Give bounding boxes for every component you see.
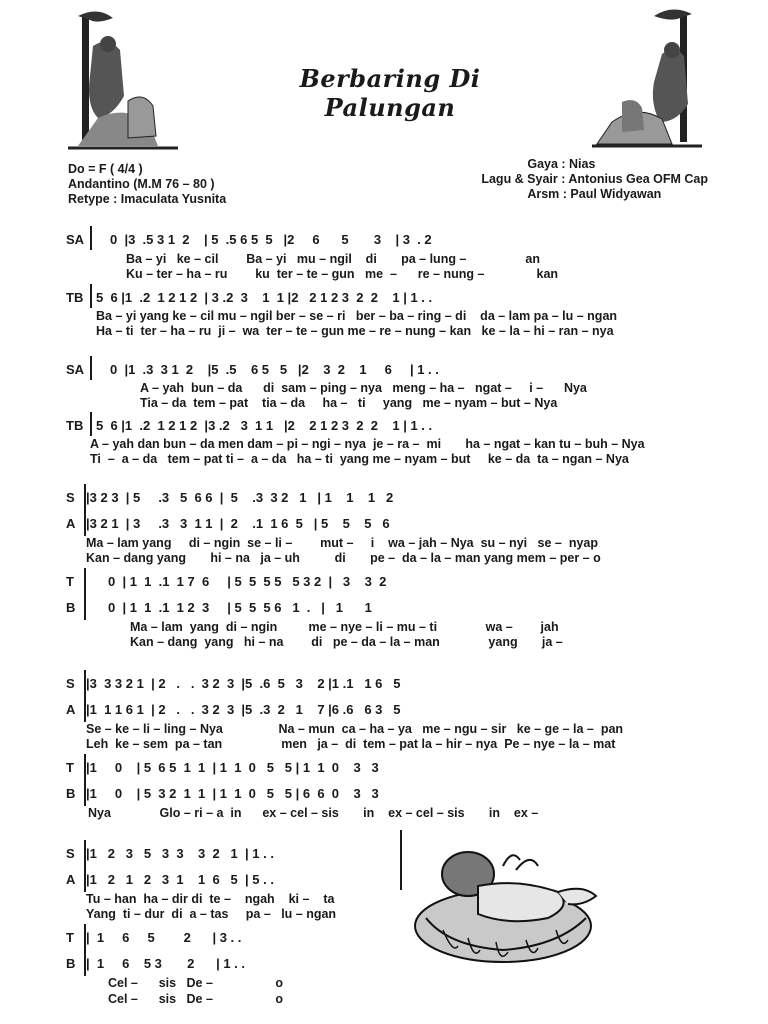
- song-title: Berbaring Di Palungan: [299, 64, 481, 122]
- lyrics-line: Ba – yi yang ke – cil mu – ngil ber – se – ri ber – ba – ring – di da – lam pa – lu – ngan: [96, 309, 618, 323]
- part-label: A: [66, 872, 76, 887]
- lyrics-line: Ti – a – da tem – pat ti – a – da ha – ti yang me – nyam – but ke – da ta – ngan – Nya: [90, 452, 629, 466]
- notes-line: |3 3 3 2 1 | 2 . . 3 2 3 |5 .6 5 3 2 |1 .1 1 6 5: [86, 676, 401, 691]
- part-label: SA: [66, 232, 85, 247]
- lyrics-line: Nya Glo – ri – a in ex – cel – sis in ex – cel – sis in ex –: [88, 806, 539, 820]
- part-label: T: [66, 574, 74, 589]
- notes-line: |1 2 3 5 3 3 3 2 1 | 1 . .: [86, 846, 274, 861]
- composer-credit: Lagu & Syair : Antonius Gea OFM Cap: [481, 172, 708, 186]
- barline: [90, 284, 92, 308]
- notes-line: 0 |3 .5 3 1 2 | 5 .5 6 5 5 |2 6 5 3 | 3 . 2: [110, 232, 432, 247]
- barline: [90, 356, 92, 380]
- lyrics-line: Ha – ti ter – ha – ru ji – wa ter – te – gun me – re – nung – kan ke – la – hi – ran – nya: [96, 324, 614, 338]
- nativity-illustration-right-icon: [592, 4, 702, 156]
- lyrics-line: Leh ke – sem pa – tan men ja – di tem – pat la – hir – nya Pe – nye – la – mat: [86, 737, 616, 751]
- lyrics-line: Se – ke – li – ling – Nya Na – mun ca – ha – ya me – ngu – sir ke – ge – la – pan: [86, 722, 624, 736]
- notes-line: | 1 6 5 3 2 | 1 . .: [86, 956, 246, 971]
- part-label: T: [66, 760, 74, 775]
- notes-line: |1 2 1 2 3 1 1 6 5 | 5 . .: [86, 872, 274, 887]
- notes-line: 0 | 1 1 .1 1 7 6 | 5 5 5 5 5 3 2 | 3 3 2: [108, 574, 387, 589]
- part-label: S: [66, 676, 75, 691]
- notes-line: |1 0 | 5 3 2 1 1 | 1 1 0 5 5 | 6 6 0 3 3: [86, 786, 379, 801]
- tempo: Andantino (M.M 76 – 80 ): [68, 177, 215, 191]
- part-label: A: [66, 702, 76, 717]
- part-label: SA: [66, 362, 85, 377]
- lyrics-line: Ma – lam yang di – ngin me – nye – li – mu – ti wa – jah: [130, 620, 559, 634]
- lyrics-line: Kan – dang yang hi – na di pe – da – la – man yang ja –: [130, 635, 563, 649]
- arranger-credit: Arsm : Paul Widyawan: [527, 187, 662, 201]
- part-label: A: [66, 516, 76, 531]
- barline: [84, 840, 86, 892]
- lyrics-line: Cel – sis De – o: [108, 992, 284, 1006]
- lyrics-line: A – yah dan bun – da men dam – pi – ngi – nya je – ra – mi ha – ngat – kan tu – buh – Nya: [90, 437, 645, 451]
- lyrics-line: Tu – han ha – dir di te – ngah ki – ta: [86, 892, 335, 906]
- barline: [400, 830, 402, 890]
- notes-line: 0 | 1 1 .1 1 2 3 | 5 5 5 6 1 . | 1 1: [108, 600, 372, 615]
- lyrics-line: Cel – sis De – o: [108, 976, 284, 990]
- barline: [84, 484, 86, 536]
- lyrics-line: Yang ti – dur di a – tas pa – lu – ngan: [86, 907, 337, 921]
- meta-right: [481, 157, 708, 202]
- lyrics-line: Ku – ter – ha – ru ku ter – te – gun me – re – nung – kan: [126, 267, 559, 281]
- notes-line: |1 1 1 6 1 | 2 . . 3 2 3 |5 .3 2 1 7 |6 .6 6 3 5: [86, 702, 401, 717]
- barline: [90, 226, 92, 250]
- retype-credit: Retype : Imaculata Yusnita: [68, 192, 227, 206]
- part-label: TB: [66, 290, 84, 305]
- part-label: B: [66, 600, 76, 615]
- meta-left: [68, 162, 226, 207]
- barline: [90, 412, 92, 436]
- lyrics-line: Tia – da tem – pat tia – da ha – ti yang me – nyam – but – Nya: [140, 396, 558, 410]
- part-label: S: [66, 846, 75, 861]
- style: Gaya : Nias: [527, 157, 596, 171]
- key-signature: Do = F ( 4/4 ): [68, 162, 143, 176]
- barline: [84, 924, 86, 976]
- part-label: T: [66, 930, 74, 945]
- notes-line: |3 2 3 | 5 .3 5 6 6 | 5 .3 3 2 1 | 1 1 1 2: [86, 490, 394, 505]
- baby-in-manger-illustration-icon: [408, 826, 603, 976]
- notes-line: 0 |1 .3 3 1 2 |5 .5 6 5 5 |2 3 2 1 6 | 1 . .: [110, 362, 439, 377]
- lyrics-line: Kan – dang yang hi – na ja – uh di pe – da – la – man yang mem – per – o: [86, 551, 601, 565]
- lyrics-line: Ba – yi ke – cil Ba – yi mu – ngil di pa – lung – an: [126, 252, 541, 266]
- nativity-illustration-left-icon: [68, 6, 178, 158]
- notes-line: |3 2 1 | 3 .3 3 1 1 | 2 .1 1 6 5 | 5 5 5 6: [86, 516, 390, 531]
- part-label: S: [66, 490, 75, 505]
- lyrics-line: A – yah bun – da di sam – ping – nya meng – ha – ngat – i – Nya: [140, 381, 587, 395]
- barline: [84, 568, 86, 620]
- lyrics-line: Ma – lam yang di – ngin se – li – mut – i wa – jah – Nya su – nyi se – nyap: [86, 536, 598, 550]
- part-label: B: [66, 786, 76, 801]
- notes-line: 5 6 |1 .2 1 2 1 2 |3 .2 3 1 1 |2 2 1 2 3 2 2 1 | 1 . .: [96, 418, 433, 433]
- notes-line: | 1 6 5 2 | 3 . .: [86, 930, 242, 945]
- barline: [84, 754, 86, 806]
- part-label: TB: [66, 418, 84, 433]
- barline: [84, 670, 86, 722]
- notes-line: |1 0 | 5 6 5 1 1 | 1 1 0 5 5 | 1 1 0 3 3: [86, 760, 379, 775]
- notes-line: 5 6 |1 .2 1 2 1 2 | 3 .2 3 1 1 |2 2 1 2 3 2 2 1 | 1 . .: [96, 290, 433, 305]
- part-label: B: [66, 956, 76, 971]
